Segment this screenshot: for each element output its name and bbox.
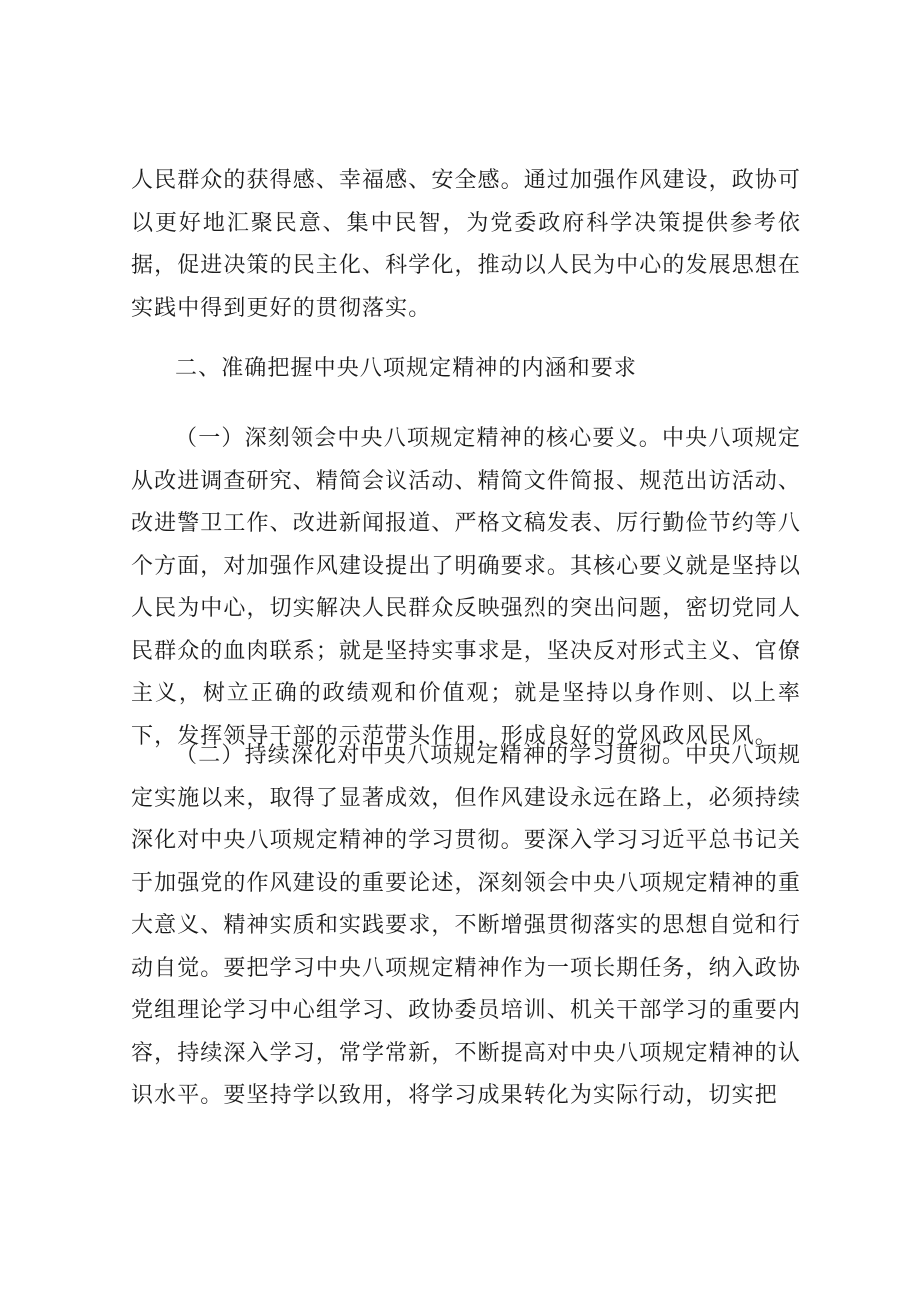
section-heading: 二、准确把握中央八项规定精神的内涵和要求 xyxy=(175,356,638,381)
body-paragraph-2: （一）深刻领会中央八项规定精神的核心要义。中央八项规定从改进调查研究、精简会议活动、精简文件简报、规范出访活动、改进警卫工作、改进新闻报道、严格文稿发表、厉行勤俭节约等八个方面，对加强作风建设提出了明确要求。其核心要义就是坚持以人民为中心，切实解决人民群众反映强烈的突出问题，密切党同人民群众的血肉联系；就是坚持实事求是，坚决反对形式主义、官僚主义，树立正确的政绩观和价值观；就是坚持以身作则、以上率下，发挥领导干部的示范带头作用，形成良好的党风政风民风。 xyxy=(131,426,801,749)
body-paragraph-1: 人民群众的获得感、幸福感、安全感。通过加强作风建设，政协可以更好地汇聚民意、集中民智，为党委政府科学决策提供参考依据，促进决策的民主化、科学化，推动以人民为中心的发展思想在实践中得到更好的贯彻落实。 xyxy=(131,168,801,321)
body-paragraph-3: （二）持续深化对中央八项规定精神的学习贯彻。中央八项规定实施以来，取得了显著成效，但作风建设永远在路上，必须持续深化对中央八项规定精神的学习贯彻。要深入学习习近平总书记关于加强党的作风建设的重要论述，深刻领会中央八项规定精神的重大意义、精神实质和实践要求，不断增强贯彻落实的思想自觉和行动自觉。要把学习中央八项规定精神作为一项长期任务，纳入政协党组理论学习中心组学习、政协委员培训、机关干部学习的重要内容，持续深入学习，常学常新，不断提高对中央八项规定精神的认识水平。要坚持学以致用，将学习成果转化为实际行动，切实把 xyxy=(131,743,801,1108)
